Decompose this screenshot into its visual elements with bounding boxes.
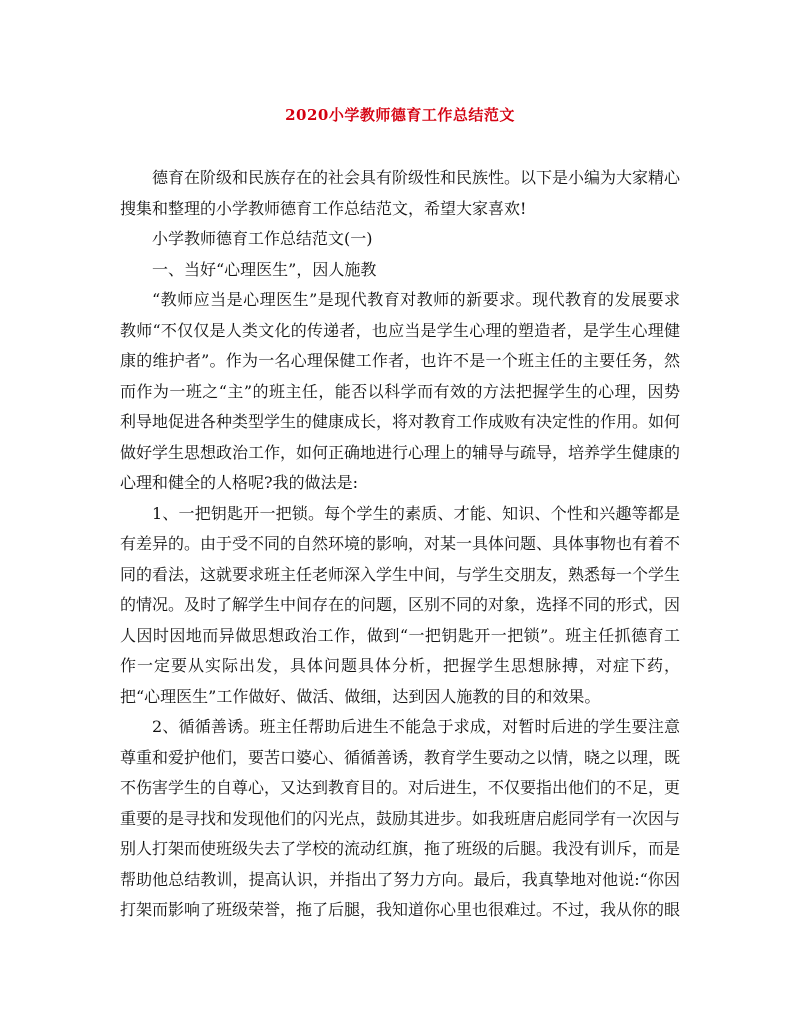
paragraph: 2、循循善诱。班主任帮助后进生不能急于求成，对暂时后进的学生要注意尊重和爱护他们，要苦口婆心、循循善诱，教育学生要动之以情，晓之以理，既不伤害学生的自尊心，又达到教育目的。对后进生，不仅要指出他们的不足，更重要的是寻找和发现他们的闪光点，鼓励其进步。如我班唐启彪同学有一次因与别人打架而使班级失去了学校的流动红旗，拖了班级的后腿。我没有训斥，而是帮助他总结教训，提高认识，并指出了努力方向。最后，我真挚地对他说:“你因打架而影响了班级荣誉，拖了后腿，我知道你心里也很难过。不过，我从你的眼: [120, 717, 681, 919]
paragraph: 1、一把钥匙开一把锁。每个学生的素质、才能、知识、个性和兴趣等都是有差异的。由于受不同的自然环境的影响，对某一具体问题、具体事物也有着不同的看法，这就要求班主任老师深入学生中间，与学生交朋友，熟悉每一个学生的情况。及时了解学生中间存在的问题，区别不同的对象，选择不同的形式，因人因时因地而异做思想政治工作，做到“一把钥匙开一把锁”。班主任抓德育工作一定要从实际出发，具体问题具体分析，把握学生思想脉搏，对症下药，把“心理医生”工作做好、做活、做细，达到因人施教的目的和效果。: [120, 503, 681, 706]
document-title: 2020小学教师德育工作总结范文: [285, 106, 515, 124]
paragraph-subtitle: 小学教师德育工作总结范文(一): [152, 229, 373, 248]
paragraph: “教师应当是心理医生”是现代教育对教师的新要求。现代教育的发展要求教师“不仅仅是人类文化的传递者，也应当是学生心理的塑造者，是学生心理健康的维护者”。作为一名心理保健工作者，也许不是一个班主任的主要任务，然而作为一班之“主”的班主任，能否以科学而有效的方法把握学生的心理，因势利导地促进各种类型学生的健康成长，将对教育工作成败有决定性的作用。如何做好学生思想政治工作，如何正确地进行心理上的辅导与疏导，培养学生健康的心理和健全的人格呢?我的做法是:: [120, 290, 681, 492]
document-body: [120, 163, 680, 926]
paragraph-intro: 德育在阶级和民族存在的社会具有阶级性和民族性。以下是小编为大家精心搜集和整理的小学教师德育工作总结范文，希望大家喜欢!: [120, 168, 681, 218]
section-heading: 一、当好“心理医生”，因人施教: [152, 259, 377, 279]
